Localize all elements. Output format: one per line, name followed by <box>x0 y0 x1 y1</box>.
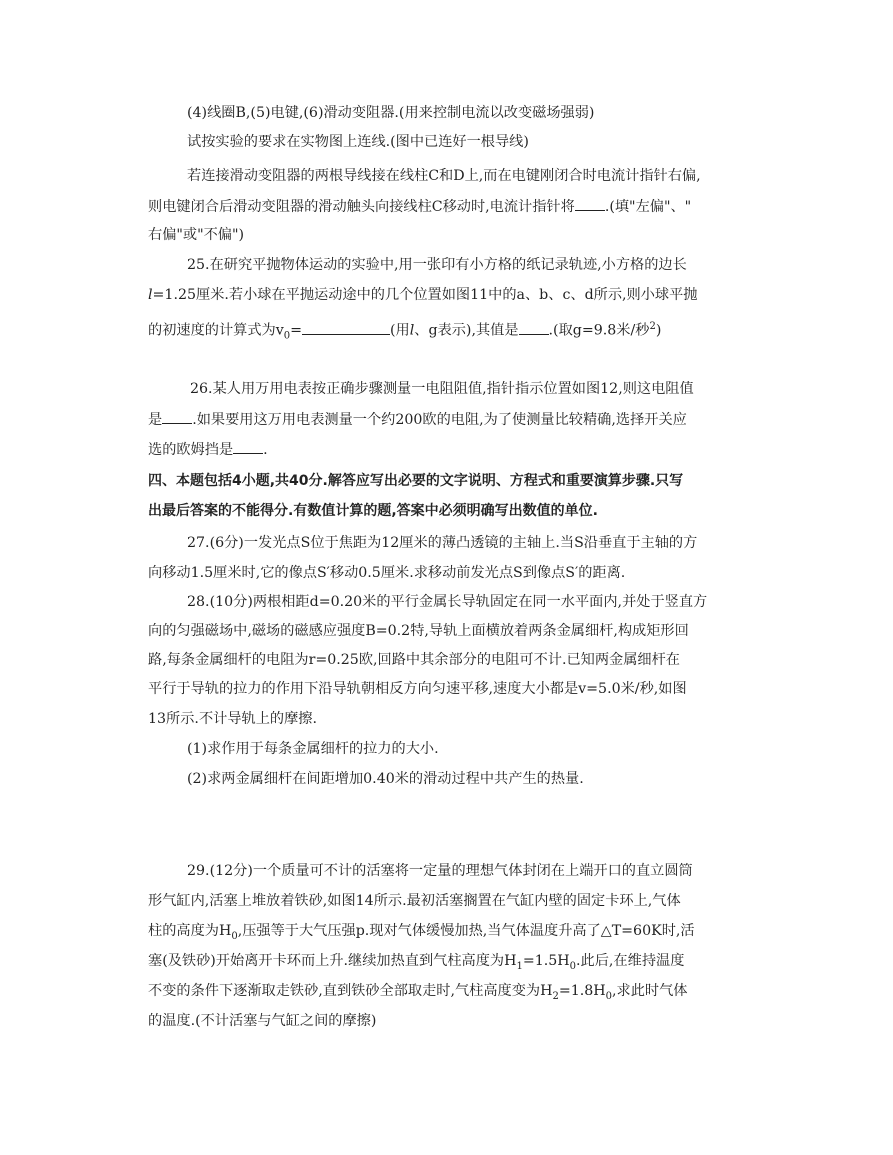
text-line <box>148 706 748 733</box>
text-line <box>187 766 787 793</box>
answer-blank[interactable] <box>162 409 192 424</box>
text-line <box>187 736 787 763</box>
text-line <box>148 647 748 674</box>
answer-blank[interactable] <box>519 320 549 335</box>
text-span: 13所示.不计导轨上的摩擦. <box>148 711 317 727</box>
text-span: 选的欧姆挡是 <box>148 442 234 458</box>
text-span: 26.某人用万用电表按正确步骤测量一电阻阻值,指针指示位置如图12,则这电阻值 <box>190 381 694 397</box>
text-span: 试按实验的要求在实物图上连线.(图中已连好一根导线) <box>187 134 529 150</box>
text-line <box>148 313 748 350</box>
text-span: 路,每条金属细杆的电阻为r=0.25欧,回路中其余部分的电阻可不计.已知两金属细杆在 <box>148 652 680 668</box>
text-span: (用 <box>389 322 410 339</box>
text-span: 0 <box>605 990 613 1002</box>
text-line <box>148 888 748 915</box>
text-span: (1)求作用于每条金属细杆的拉力的大小. <box>187 741 439 757</box>
text-span: 出最后答案的不能得分.有数值计算的题,答案中必须明确写出数值的单位. <box>148 503 598 519</box>
text-span: 是 <box>148 412 163 428</box>
text-span: 柱的高度为H <box>148 923 232 939</box>
text-line <box>148 560 748 587</box>
section-four-heading <box>148 498 748 525</box>
text-line <box>148 407 748 434</box>
text-span: l <box>409 322 415 339</box>
text-span: 向移动1.5厘米时,它的像点S′移动0.5厘米.求移动前发光点S到像点S′的距离. <box>148 565 626 581</box>
text-span: (4)线圈B,(5)电键,(6)滑动变阻器.(用来控制电流以改变磁场强弱) <box>187 105 595 121</box>
text-line <box>187 129 787 156</box>
question-28 <box>187 589 787 616</box>
text-span: =1.8H <box>558 983 606 999</box>
text-span: 则电键闭合后滑动变阻器的滑动触头向接线柱C移动时,电流计指针将 <box>148 199 575 215</box>
text-span: 0 <box>283 330 291 342</box>
text-span: 的初速度的计算式为v <box>148 322 284 339</box>
text-span: 27.(6分)一发光点S位于焦距为12厘米的薄凸透镜的主轴上.当S沿垂直于主轴的方 <box>187 535 698 551</box>
text-line <box>187 100 787 127</box>
text-span: l <box>148 287 153 303</box>
answer-blank[interactable] <box>233 439 263 454</box>
question-27 <box>187 530 787 557</box>
text-line <box>148 918 748 950</box>
text-line <box>148 618 748 645</box>
text-span: 平行于导轨的拉力的作用下沿导轨朝相反方向匀速平移,速度大小都是v=5.0米/秒,如图 <box>148 681 687 697</box>
text-span: 右偏"或"不偏") <box>148 227 245 243</box>
text-span: (2)求两金属细杆在间距增加0.40米的滑动过程中共产生的热量. <box>187 771 584 787</box>
text-line <box>148 978 748 1010</box>
text-line <box>148 194 748 221</box>
text-span: 28.(10分)两根相距d=0.20米的平行金属长导轨固定在同一水平面内,并处于竖直方 <box>187 594 708 610</box>
text-span: 0 <box>231 930 238 942</box>
question-29 <box>187 858 787 885</box>
text-span: 的温度.(不计活塞与气缸之间的摩擦) <box>148 1013 377 1029</box>
text-line <box>148 1008 748 1035</box>
text-span: = <box>290 322 302 339</box>
answer-blank[interactable] <box>575 196 605 211</box>
text-span: ) <box>655 322 662 339</box>
text-span: 不变的条件下逐渐取走铁砂,直到铁砂全部取走时,气柱高度变为H <box>148 983 553 999</box>
text-span: 25.在研究平抛物体运动的实验中,用一张印有小方格的纸记录轨迹,小方格的边长 <box>187 257 687 273</box>
text-span: . <box>263 442 268 458</box>
text-span: .(填"左偏"、" <box>604 199 692 215</box>
text-span: .如果要用这万用电表测量一个约200欧的电阻,为了使测量比较精确,选择开关应 <box>192 412 687 428</box>
text-span: 2 <box>552 990 559 1002</box>
text-span: 1 <box>516 960 523 972</box>
text-span: 29.(12分)一个质量可不计的活塞将一定量的理想气体封闭在上端开口的直立圆筒 <box>187 863 693 879</box>
text-span: 向的匀强磁场中,磁场的磁感应强度B=0.2特,导轨上面横放着两条金属细杆,构成矩形回 <box>148 623 689 639</box>
question-26 <box>190 376 790 403</box>
text-span: .(取g=9.8米/秒 <box>548 322 650 339</box>
text-line <box>148 222 748 249</box>
section-four-heading <box>148 468 748 495</box>
text-line <box>148 676 748 703</box>
text-span: =1.25厘米.若小球在平抛运动途中的几个位置如图11中的a、b、c、d所示,则小球平抛 <box>152 287 698 303</box>
text-span: 2 <box>649 321 656 332</box>
question-25 <box>187 252 787 279</box>
text-line <box>187 163 787 190</box>
text-span: 若连接滑动变阻器的两根导线接在线柱C和D上,而在电键刚闭合时电流计指针右偏, <box>187 168 701 184</box>
text-span: .此后,在维持温度 <box>576 953 685 969</box>
text-line <box>148 437 748 464</box>
text-span: 塞(及铁砂)开始离开卡环而上升.继续加热直到气柱高度为H <box>148 953 517 969</box>
text-span: 、g表示),其值是 <box>414 322 519 339</box>
text-line <box>148 948 748 980</box>
text-span: ,压强等于大气压强p.现对气体缓慢加热,当气体温度升高了△T=60K时,活 <box>237 923 695 939</box>
text-span: ,求此时气体 <box>612 983 688 999</box>
text-span: =1.5H <box>522 953 570 969</box>
text-span: 四、本题包括4小题,共40分.解答应写出必要的文字说明、方程式和重要演算步骤.只写 <box>148 473 684 489</box>
text-span: 形气缸内,活塞上堆放着铁砂,如图14所示.最初活塞搁置在气缸内壁的固定卡环上,气体 <box>148 893 681 909</box>
text-line <box>148 282 748 309</box>
text-span: 0 <box>569 960 577 972</box>
answer-blank[interactable] <box>302 320 390 335</box>
